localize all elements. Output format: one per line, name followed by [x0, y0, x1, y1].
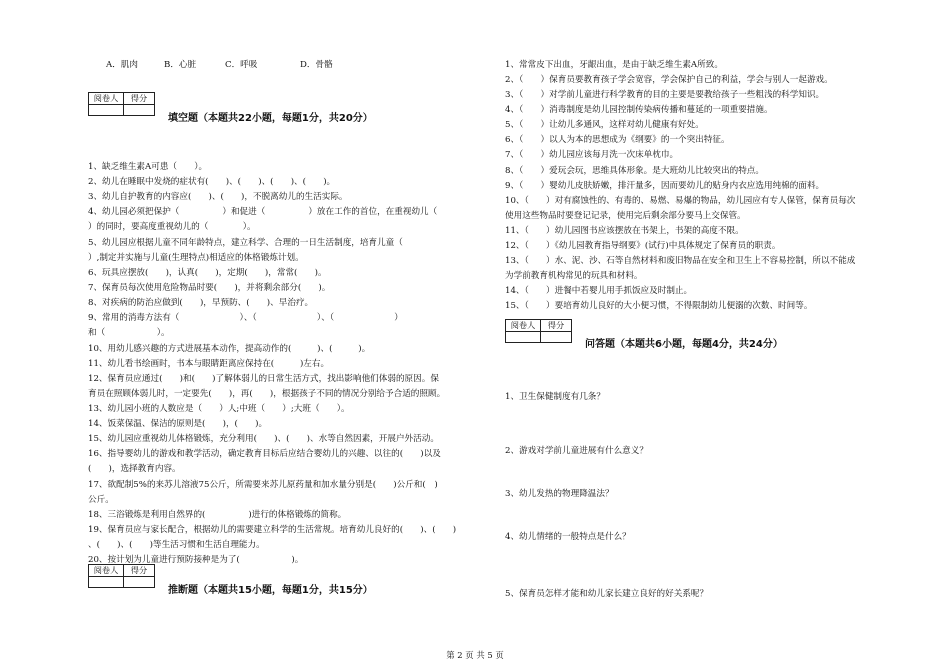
- score-box-grader-label: 阅卷人: [89, 93, 124, 105]
- score-box-score-label: 得分: [124, 565, 155, 577]
- score-box-grader-label: 阅卷人: [506, 320, 541, 332]
- fill-line: 8、对疾病的防治应做到( )，早预防、( )、早治疗。: [88, 298, 314, 308]
- judge-line: 12、（ ）《幼儿园教育指导纲要》(试行)中具体规定了保育员的职责。: [505, 241, 781, 251]
- qa-question: 2、游戏对学前儿童进展有什么意义？: [505, 446, 648, 456]
- fill-line: 11、幼儿看书绘画时，书本与眼睛距离应保持在( )左右。: [88, 359, 330, 369]
- score-box-fill: [88, 92, 155, 116]
- fill-line: 、( )、( )等生活习惯和生活自理能力。: [88, 540, 265, 550]
- judge-line: 10、（ ）对有腐蚀性的、有毒的、易燃、易爆的物品，幼儿园应有专人保管，保育员每次: [505, 196, 856, 206]
- option-b: B．心脏: [164, 60, 197, 70]
- option-a: A．肌肉: [106, 60, 138, 70]
- fill-line: 15、幼儿园应重视幼儿体格锻炼，充分利用( )、( )、水等自然因素，开展户外活动。: [88, 434, 439, 444]
- fill-line: 5、幼儿园应根据儿童不同年龄特点，建立科学、合理的一日生活制度，培育儿童（: [88, 238, 438, 248]
- option-c: C．呼吸: [225, 60, 258, 70]
- fill-line: 19、保育员应与家长配合，根据幼儿的需要建立科学的生活常规。培育幼儿良好的( )、( ): [88, 525, 457, 535]
- judge-line: 为学前教育机构常见的玩具和材料。: [505, 271, 643, 281]
- judge-line: 11、（ ）幼儿园图书应该摆放在书架上，书架的高度不限。: [505, 226, 744, 236]
- fill-line: 18、三浴锻炼是利用自然界的( )进行的体格锻炼的简称。: [88, 510, 347, 520]
- fill-line: 1、缺乏维生素A可患（ ）。: [88, 162, 208, 172]
- fill-line: ）的同时，要高度重视幼儿的（ ）。: [88, 222, 256, 232]
- score-box-judge: [88, 564, 155, 588]
- fill-line: 14、饭菜保温、保洁的原则是( )，( )。: [88, 419, 268, 429]
- qa-question: 4、幼儿情绪的一般特点是什么？: [505, 532, 631, 542]
- fill-line: 20、按计划为儿童进行预防接种是为了( )。: [88, 555, 304, 565]
- judge-line: 15、（ ）要培育幼儿良好的大小便习惯，不得限制幼儿便溺的次数、时间等。: [505, 301, 813, 311]
- judge-line: 13、（ ）水、泥、沙、石等自然材料和废旧物品在安全和卫生上不容易控制，所以不能成: [505, 256, 856, 266]
- score-box-score-cell[interactable]: [541, 332, 572, 343]
- qa-section-title: 问答题（本题共6小题，每题4分，共24分）: [585, 339, 783, 350]
- judge-line: 6、（ ）以人为本的思想成为《纲要》的一个突出特征。: [505, 135, 730, 145]
- qa-question: 3、幼儿发热的物理降温法？: [505, 489, 614, 499]
- fill-section-title: 填空题（本题共22小题，每题1分，共20分）: [168, 113, 373, 124]
- fill-line: 17、欲配制5%的来苏儿溶液75公斤，所需要来苏儿原药量和加水量分别是( )公斤和( ): [88, 480, 438, 490]
- option-d: D．骨骼: [300, 60, 333, 70]
- score-box-score-label: 得分: [124, 93, 155, 105]
- fill-line: 3、幼儿自护教育的内容应( )、( )，不脱离幼儿的生活实际。: [88, 192, 348, 202]
- score-box-grader-label: 阅卷人: [89, 565, 124, 577]
- qa-question: 5、保育员怎样才能和幼儿家长建立良好的好关系呢？: [505, 589, 709, 599]
- judge-line: 14、（ ）进餐中若婴儿用手抓饭应及时制止。: [505, 286, 693, 296]
- judge-line: 7、（ ）幼儿园应该每月洗一次床单枕巾。: [505, 150, 679, 160]
- fill-line: ( )，选择教育内容。: [88, 464, 181, 474]
- fill-line: 10、用幼儿感兴趣的方式进展基本动作，提高动作的( )、( )。: [88, 344, 371, 354]
- score-box-grader-cell[interactable]: [89, 577, 124, 588]
- score-box-score-cell[interactable]: [124, 105, 155, 116]
- fill-line: ）,制定并实施与儿童(生理特点)相适应的体格锻炼计划。: [88, 253, 304, 263]
- fill-line: 6、玩具应摆放( )，认真( )，定期( )，常常( )。: [88, 268, 327, 278]
- judge-line: 1、常常皮下出血，牙龈出血，是由于缺乏维生素A所致。: [505, 60, 723, 70]
- score-box-qa: [505, 319, 572, 343]
- fill-line: 和（ ）。: [88, 328, 170, 338]
- judge-section-title: 推断题（本题共15小题，每题1分，共15分）: [168, 585, 373, 596]
- qa-question: 1、卫生保健制度有几条？: [505, 392, 605, 402]
- fill-line: 公斤。: [88, 495, 114, 505]
- judge-line: 3、（ ）对学前儿童进行科学教育的目的主要是要教给孩子一些粗浅的科学知识。: [505, 90, 825, 100]
- judge-line: 8、（ ）爱玩会玩，思维具体形象。是大班幼儿比较突出的特点。: [505, 166, 764, 176]
- judge-line: 2、（ ）保育员要教育孩子学会宽容，学会保护自己的利益，学会与别人一起游戏。: [505, 75, 833, 85]
- fill-line: 育员在照顾体弱儿时，一定要先( )，再( )，根据孩子不同的情况分别给予合适的照顾。: [88, 389, 446, 399]
- judge-line: 5、（ ）让幼儿多通风，这样对幼儿健康有好处。: [505, 120, 704, 130]
- judge-line: 9、（ ）婴幼儿皮肤娇嫩，排汗量多，因而要幼儿的贴身内衣应选用纯棉的面料。: [505, 181, 825, 191]
- fill-line: 9、常用的消毒方法有（ ）、（ ）、（ ）: [88, 313, 403, 323]
- judge-line: 4、（ ）消毒制度是幼儿园控制传染病传播和蔓延的一项重要措施。: [505, 105, 773, 115]
- fill-line: 12、保育员应通过( )和( )了解体弱儿的日常生活方式，找出影响他们体弱的原因。保: [88, 374, 439, 384]
- score-box-grader-cell[interactable]: [89, 105, 124, 116]
- page-footer: 第 2 页 共 5 页: [446, 650, 504, 660]
- judge-line: 使用这些物品时要登记记录，使用完后剩余部分要马上交保管。: [505, 211, 746, 221]
- fill-line: 7、保育员每次使用危险物品时要( )，并将剩余部分( )。: [88, 283, 331, 293]
- score-box-score-label: 得分: [541, 320, 572, 332]
- score-box-score-cell[interactable]: [124, 577, 155, 588]
- score-box-grader-cell[interactable]: [506, 332, 541, 343]
- fill-line: 13、幼儿园小班的人数应是（ ）人;中班（ ）;大班（ ）。: [88, 404, 350, 414]
- fill-line: 16、指导婴幼儿的游戏和教学活动，确定教育目标后应结合婴幼儿的兴趣、以往的( )以及: [88, 449, 441, 459]
- fill-line: 2、幼儿在睡眠中发烧的症状有( )、( )、( )、( )。: [88, 177, 336, 187]
- fill-line: 4、幼儿园必须把保护（ ）和促进（ ）放在工作的首位，在重视幼儿（: [88, 207, 446, 217]
